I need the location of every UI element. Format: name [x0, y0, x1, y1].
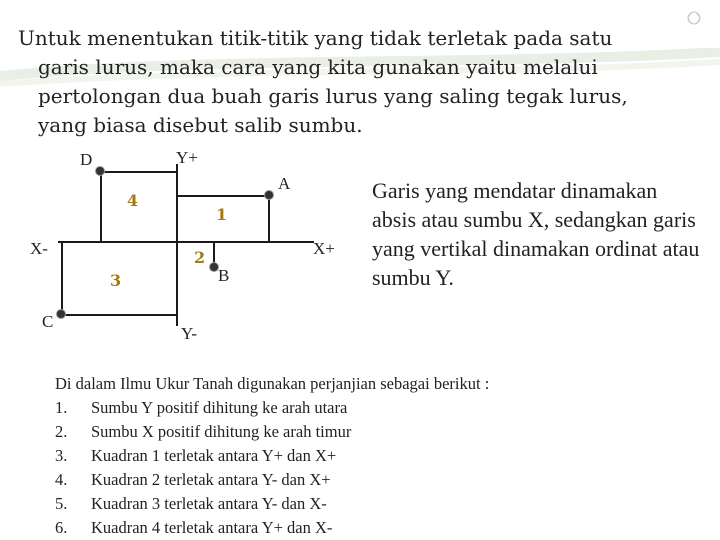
- label-x-positive: X+: [313, 239, 335, 258]
- d-vertical-line: [100, 171, 102, 243]
- d-horizontal-line: [100, 171, 178, 173]
- quadrant-2-label: 2: [194, 248, 206, 267]
- label-b: B: [218, 266, 230, 285]
- corner-ornament-icon: [672, 4, 712, 44]
- label-d: D: [80, 150, 93, 169]
- point-b: [210, 263, 218, 271]
- list-item: 1. Sumbu Y positif dihitung ke arah utara: [55, 398, 348, 417]
- label-y-positive: Y+: [176, 148, 198, 167]
- list-item: 3. Kuadran 1 terletak antara Y+ dan X+: [55, 446, 337, 465]
- point-d: [96, 167, 104, 175]
- quadrant-3-label: 3: [110, 271, 122, 290]
- list-item: 2. Sumbu X positif dihitung ke arah timur: [55, 422, 352, 441]
- c-vertical-line: [61, 241, 63, 316]
- quadrant-4-label: 4: [127, 191, 139, 210]
- point-c: [57, 310, 65, 318]
- list-item: 6. Kuadran 4 terletak antara Y+ dan X-: [55, 518, 333, 537]
- convention-heading: Di dalam Ilmu Ukur Tanah digunakan perjanjian sebagai berikut :: [55, 374, 490, 393]
- intro-paragraph: [18, 24, 658, 140]
- a-horizontal-line: [176, 195, 270, 197]
- convention-items: [55, 396, 675, 540]
- axis-definition-text: Garis yang mendatar dinamakan absis atau sumbu X, sedangkan garis yang vertikal dinamakan ordinat atau sumbu Y.: [372, 178, 700, 290]
- label-y-negative: Y-: [181, 324, 198, 343]
- convention-list: [55, 372, 675, 540]
- label-x-negative: X-: [30, 239, 48, 258]
- y-axis-line: [176, 164, 178, 326]
- a-vertical-line: [268, 195, 270, 243]
- label-c: C: [42, 312, 54, 331]
- label-a: A: [278, 174, 291, 193]
- x-axis-line: [58, 241, 314, 243]
- quadrant-1-label: 1: [216, 205, 228, 224]
- point-a: [265, 191, 273, 199]
- list-item: 4. Kuadran 2 terletak antara Y- dan X+: [55, 470, 331, 489]
- c-horizontal-line: [61, 314, 178, 316]
- list-item: 5. Kuadran 3 terletak antara Y- dan X-: [55, 494, 327, 513]
- intro-text: Untuk menentukan titik-titik yang tidak terletak pada satu garis lurus, maka cara yang kita gunakan yaitu melalui pertolongan dua buah garis lurus yang saling tegak lurus, yang biasa disebut salib sumbu.: [18, 26, 628, 137]
